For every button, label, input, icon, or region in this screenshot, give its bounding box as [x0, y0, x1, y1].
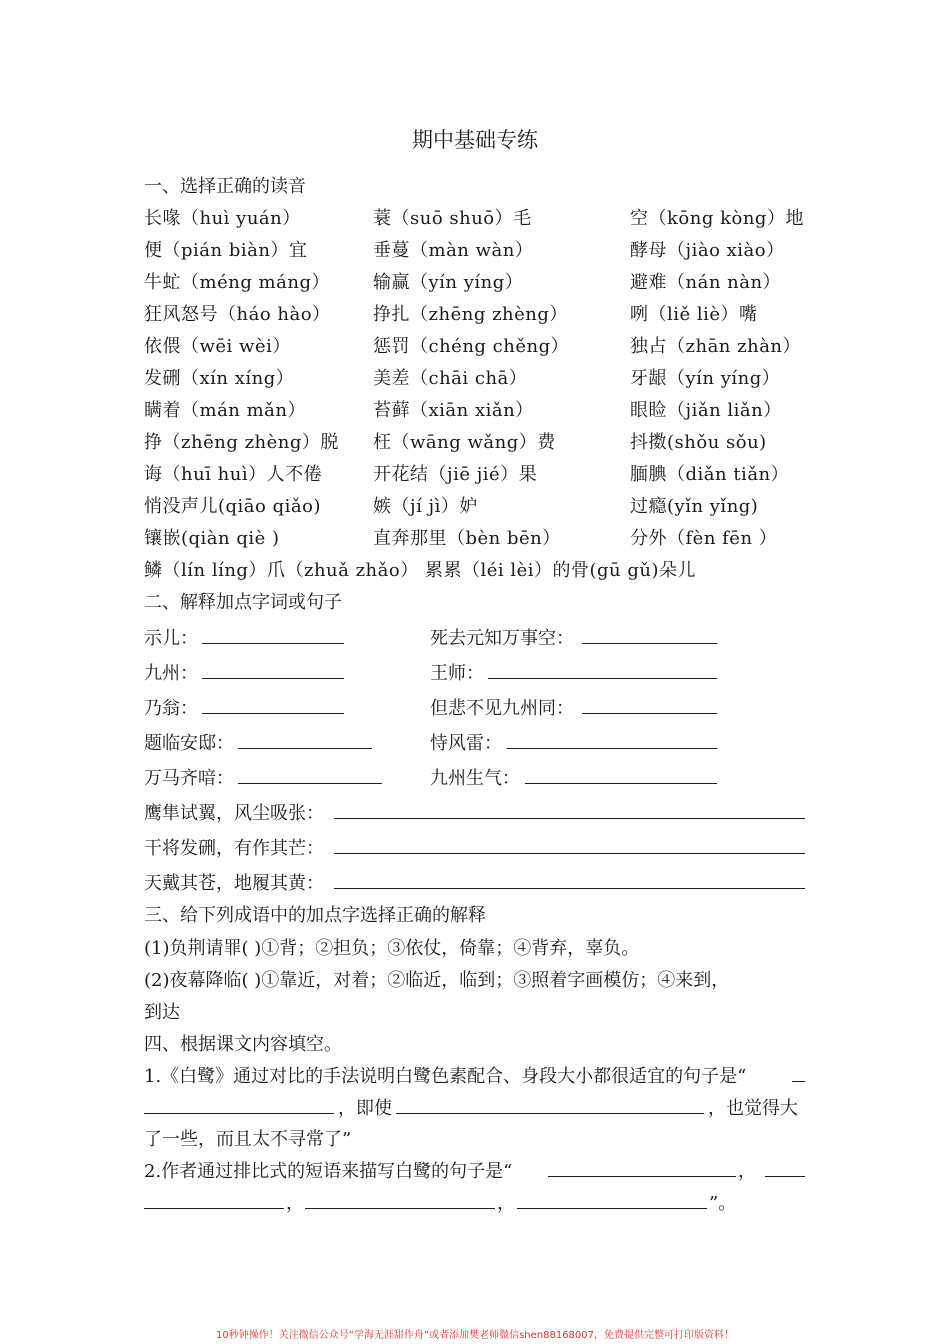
idiom-question-2: (2)夜幕降临( )①靠近，对着；②临近，临到；③照着字画模仿；④来到， [144, 970, 730, 991]
section-4-heading: 四、根据课文内容填空。 [144, 1034, 342, 1055]
section-3-heading: 三、给下列成语中的加点字选择正确的解释 [144, 905, 486, 926]
answer-blank[interactable] [334, 818, 805, 819]
pronunciation-item: 苔藓（xiān xiǎn） [373, 400, 534, 421]
footer-notice: 10秒钟操作！关注微信公众号“学海无涯甜作舟”或者添加樊老师微信shen88168007，免费提供完整可打印版资料！ [215, 1330, 735, 1341]
explain-item: 示儿： [144, 628, 198, 649]
explain-item: 王师： [430, 663, 484, 684]
explain-sentence: 干将发硎，有作其芒： [144, 838, 324, 859]
pronunciation-item: 镶嵌(qiàn qiè ) [144, 528, 280, 549]
pronunciation-item: 牛虻（méng máng） [144, 272, 330, 293]
pronunciation-item: 咧（liě liè）嘴 [630, 304, 758, 325]
pronunciation-item: 过瘾(yǐn yǐng) [630, 496, 759, 517]
pronunciation-item: 悄没声儿(qiāo qiǎo) [144, 496, 321, 517]
answer-blank[interactable] [507, 748, 717, 749]
pronunciation-item: 输赢（yín yíng） [373, 272, 524, 293]
answer-blank[interactable] [305, 1208, 495, 1209]
pronunciation-item: 开花结（jiē jié）果 [373, 464, 538, 485]
pronunciation-item: 美差（chāi chā） [373, 368, 528, 389]
answer-blank[interactable] [202, 678, 344, 679]
explain-item: 题临安邸： [144, 733, 234, 754]
pronunciation-item: 蓑（suō shuō）毛 [373, 208, 532, 229]
pronunciation-item: 枉（wāng wǎng）费 [373, 432, 556, 453]
pronunciation-item: 长喙（huì yuán） [144, 208, 301, 229]
explain-item: 万马齐喑： [144, 768, 234, 789]
pronunciation-item: 便（pián biàn）宜 [144, 240, 308, 261]
explain-item: 乃翁： [144, 698, 198, 719]
pronunciation-item: 挣扎（zhēng zhèng） [373, 304, 568, 325]
pronunciation-item: 分外（fèn fēn ） [630, 528, 778, 549]
pronunciation-item: 垂蔓（màn wàn） [373, 240, 534, 261]
answer-blank[interactable] [792, 1081, 805, 1082]
answer-blank[interactable] [582, 643, 717, 644]
pronunciation-item: 独占（zhān zhàn） [630, 336, 802, 357]
answer-blank[interactable] [144, 1113, 334, 1114]
answer-blank[interactable] [548, 1176, 736, 1177]
answer-blank[interactable] [525, 783, 717, 784]
pronunciation-item: 酵母（jiào xiào） [630, 240, 785, 261]
fill-text: ”。 [709, 1193, 737, 1214]
pronunciation-item: 嫉（jí jì）妒 [373, 496, 478, 517]
pronunciation-item: 抖擞(shǒu sǒu) [630, 432, 767, 453]
answer-blank[interactable] [517, 1208, 707, 1209]
explain-item: 死去元知万事空： [430, 628, 574, 649]
explain-item: 恃风雷： [430, 733, 502, 754]
fill-text: ， [286, 1193, 304, 1214]
pronunciation-item: 发硎（xín xíng） [144, 368, 295, 389]
pronunciation-last-row: 鳞（lín líng）爪（zhuǎ zhǎo） 累累（léi lèi）的骨(gū gǔ)朵儿 [144, 560, 696, 581]
pronunciation-item: 狂风怒号（háo hào） [144, 304, 331, 325]
answer-blank[interactable] [334, 853, 805, 854]
answer-blank[interactable] [396, 1113, 704, 1114]
fill-question-1: 1.《白鹭》通过对比的手法说明白鹭色素配合、身段大小都很适宜的句子是“ [144, 1066, 747, 1087]
answer-blank[interactable] [238, 748, 372, 749]
explain-item: 九州生气： [430, 768, 520, 789]
answer-blank[interactable] [202, 713, 344, 714]
answer-blank[interactable] [238, 783, 382, 784]
fill-text: ，也觉得大 [708, 1098, 798, 1119]
fill-text: ，即使 [338, 1098, 392, 1119]
answer-blank[interactable] [765, 1176, 805, 1177]
pronunciation-item: 腼腆（diǎn tiǎn） [630, 464, 790, 485]
idiom-question-2-continued: 到达 [144, 1002, 180, 1023]
fill-question-1-end: 了一些，而且太不寻常了” [144, 1129, 352, 1150]
answer-blank[interactable] [202, 643, 344, 644]
explain-item: 九州： [144, 663, 198, 684]
pronunciation-item: 空（kōng kòng）地 [630, 208, 804, 229]
answer-blank[interactable] [582, 713, 717, 714]
page-title: 期中基础专练 [412, 128, 538, 152]
answer-blank[interactable] [334, 888, 805, 889]
explain-sentence: 鹰隼试翼，风尘吸张： [144, 803, 324, 824]
fill-text: ， [738, 1161, 756, 1182]
explain-sentence: 天戴其苍，地履其黄： [144, 873, 324, 894]
pronunciation-item: 瞒着（mán mǎn） [144, 400, 307, 421]
pronunciation-item: 诲（huī huì）人不倦 [144, 464, 323, 485]
pronunciation-item: 眼睑（jiǎn liǎn） [630, 400, 782, 421]
pronunciation-item: 直奔那里（bèn bēn） [373, 528, 561, 549]
section-2-heading: 二、解释加点字词或句子 [144, 592, 342, 613]
pronunciation-item: 惩罚（chéng chěng） [373, 336, 570, 357]
section-1-heading: 一、选择正确的读音 [144, 176, 306, 197]
answer-blank[interactable] [488, 678, 717, 679]
idiom-question-1: (1)负荆请罪( )①背；②担负；③依仗，倚靠；④背弃，辜负。 [144, 938, 640, 959]
fill-question-2: 2.作者通过排比式的短语来描写白鹭的句子是“ [144, 1161, 513, 1182]
pronunciation-item: 牙龈（yín yíng） [630, 368, 781, 389]
explain-item: 但悲不见九州同： [430, 698, 574, 719]
answer-blank[interactable] [144, 1208, 284, 1209]
fill-text: ， [497, 1193, 515, 1214]
pronunciation-item: 依偎（wēi wèi） [144, 336, 291, 357]
pronunciation-item: 挣（zhēng zhèng）脱 [144, 432, 339, 453]
pronunciation-item: 避难（nán nàn） [630, 272, 782, 293]
